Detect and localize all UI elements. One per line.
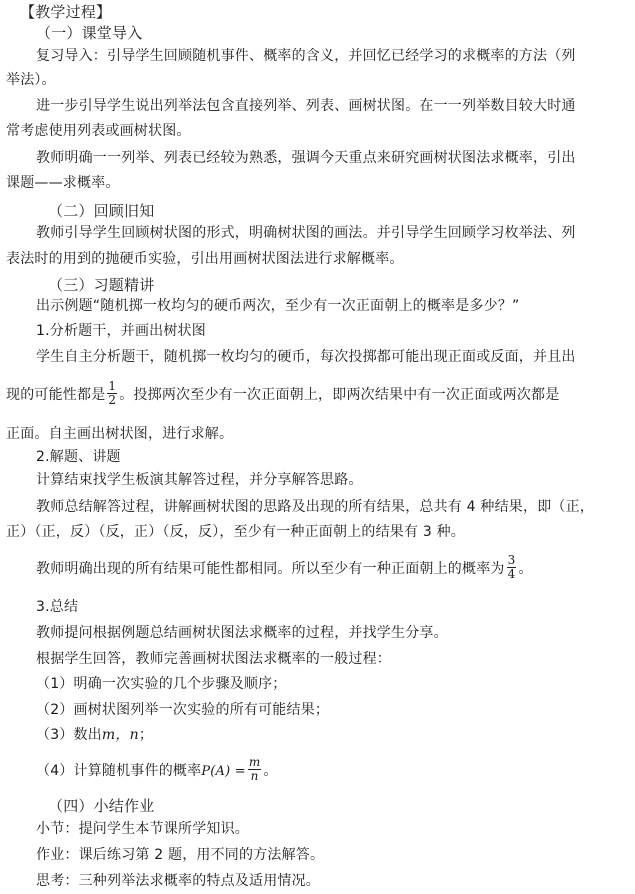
- summary-line: 小节：提问学生本节课所学知识。: [36, 821, 249, 837]
- step3-title: 3.总结: [36, 599, 79, 615]
- fraction-one-half: [107, 380, 117, 407]
- step2-line4-suffix: 。: [518, 561, 533, 577]
- example-question: 出示例题“随机掷一枚均匀的硬币两次，至少有一次正面朝上的概率是多少？”: [36, 298, 520, 314]
- procedure-step-4-prefix: （4）计算随机事件的概率: [36, 763, 202, 779]
- step2-line4: [36, 554, 533, 584]
- fraction-one-half-denominator: 2: [108, 392, 117, 407]
- procedure-step-3-prefix: （3）数出: [36, 727, 102, 743]
- step1-line2-suffix: 。投掷两次至少有一次正面朝上，即两次结果中有一次正面或两次都是: [119, 387, 560, 403]
- homework-line: 作业：课后练习第 2 题，用不同的方法解答。: [36, 847, 325, 863]
- part3-heading: （三）习题精讲: [48, 276, 155, 294]
- step1-line3: 正面。自主画出树状图，进行求解。: [6, 426, 234, 442]
- fraction-one-half-numerator: 1: [108, 378, 117, 393]
- part2-p1-line1: 教师引导学生回顾树状图的形式，明确树状图的画法。并引导学生回顾学习枚举法、列: [36, 225, 576, 241]
- probability-formula-lhs: P(A) =: [201, 764, 246, 779]
- part1-p3-line1: 教师明确一一列举、列表已经较为熟悉，强调今天重点来研究画树状图法求概率，引出: [36, 150, 576, 166]
- step2-line2: 教师总结解答过程，讲解画树状图的思路及出现的所有结果，总共有 4 种结果，即（正，: [36, 499, 595, 515]
- part1-heading: （一）课堂导入: [36, 24, 143, 42]
- part1-p1-line2: 举法）。: [6, 72, 56, 88]
- part2-p1-line2: 表法时的用到的抛硬币实验，引出用画树状图法进行求解概率。: [6, 251, 404, 267]
- part1-p2-line2: 常考虑使用列表或画树状图。: [6, 123, 191, 139]
- step1-line1: 学生自主分析题干，随机掷一枚均匀的硬币，每次投掷都可能出现正面或反面，并且出: [36, 349, 576, 365]
- step2-line4-prefix: 教师明确出现的所有结果可能性都相同。所以至少有一种正面朝上的概率为: [36, 561, 505, 577]
- step1-line2: [6, 380, 559, 410]
- fraction-m-over-n: [248, 756, 262, 783]
- fraction-three-quarters-denominator: 4: [507, 566, 516, 581]
- part1-p1-line1: 复习导入：引导学生回顾随机事件、概率的含义，并回忆已经学习的求概率的方法（列: [36, 48, 576, 64]
- fraction-three-quarters-numerator: 3: [507, 552, 516, 567]
- procedure-step-3-math: m，n: [101, 727, 139, 743]
- part4-heading: （四）小结作业: [48, 797, 155, 815]
- procedure-step-4-suffix: 。: [263, 763, 278, 779]
- formula-numerator: m: [248, 754, 261, 769]
- formula-denominator: n: [250, 768, 259, 783]
- section-title: 【教学过程】: [20, 3, 112, 21]
- procedure-step-3: [36, 725, 153, 745]
- procedure-step-2: （2）画树状图列举一次实验的所有可能结果；: [36, 702, 330, 718]
- step3-line2: 根据学生回答，教师完善画树状图法求概率的一般过程：: [36, 651, 391, 667]
- step2-line3: 正）（正，反）（反，正）（反，反），至少有一种正面朝上的结果有 3 种。: [6, 524, 466, 540]
- part1-p2-line1: 进一步引导学生说出列举法包含直接列举、列表、画树状图。在一一列举数目较大时通: [36, 98, 576, 114]
- procedure-step-1: （1）明确一次实验的几个步骤及顺序；: [36, 676, 287, 692]
- step2-title: 2.解题、讲题: [36, 449, 121, 465]
- step2-line1: 计算结束找学生板演其解答过程，并分享解答思路。: [36, 472, 363, 488]
- step1-line2-prefix: 现的可能性都是: [6, 387, 106, 403]
- procedure-step-3-suffix: ；: [138, 727, 154, 743]
- step3-line1: 教师提问根据例题总结画树状图法求概率的过程，并找学生分享。: [36, 625, 448, 641]
- fraction-three-quarters: [507, 554, 517, 581]
- procedure-step-4: [36, 755, 278, 787]
- step1-title: 1.分析题干，并画出树状图: [36, 323, 206, 339]
- part2-heading: （二）回顾旧知: [48, 202, 155, 220]
- thinking-line: 思考：三种列举法求概率的特点及适用情况。: [36, 873, 320, 889]
- part1-p3-line2: 课题——求概率。: [6, 175, 120, 191]
